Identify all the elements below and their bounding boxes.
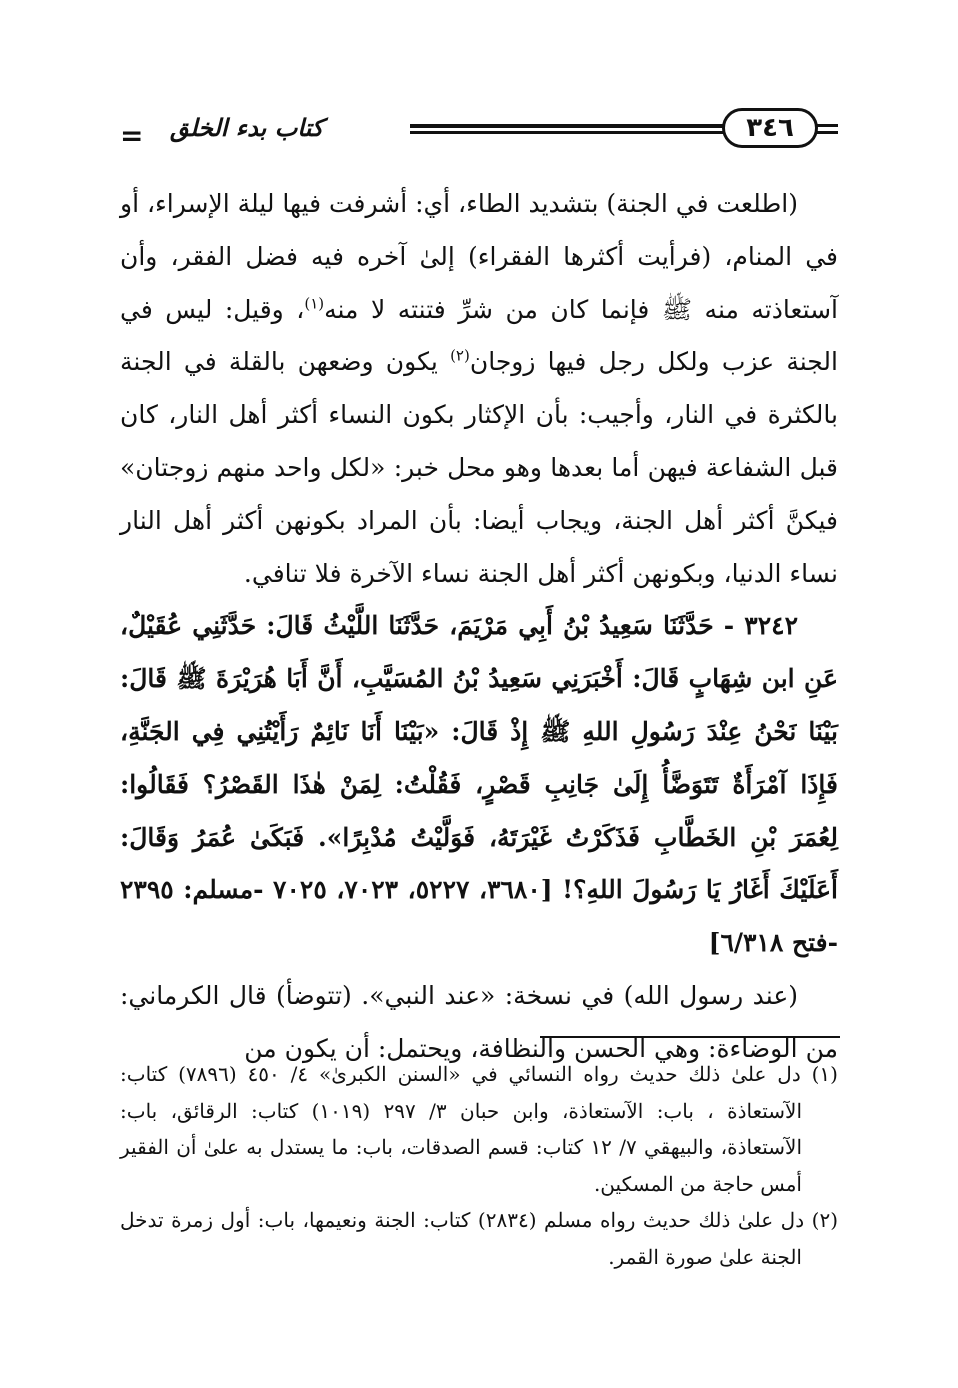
- footnote-ref-2: (٢): [450, 347, 470, 366]
- book-title: كتاب بدء الخلق: [170, 114, 324, 142]
- hadith-paragraph: ٣٢٤٢ - حَدَّثَنَا سَعِيدُ بْنُ أَبِي مَرْيَمَ، حَدَّثَنَا اللَّيْثُ قَالَ: حَدَّثَنِي عُقَيْلٌ، عَنِ ابن شِهَابٍ قَالَ: أَخْبَرَنِي سَعِيدُ بْنُ المُسَيَّبِ، أَنَّ أَبَا هُرَيْرَةَ ﷺ قَالَ: بَيْنَا نَحْنُ عِنْدَ رَسُولِ اللهِ ﷺ إِذْ قَالَ: «بَيْنَا أَنَا نَائِمٌ رَأَيْتُنِي فِي الجَنَّةِ، فَإِذَا آمْرَأَةٌ تَتَوَضَّأُ إِلَىٰ جَانِبِ قَصْرٍ، فَقُلْتُ: لِمَنْ هٰذَا القَصْرُ؟ فَقَالُوا: لِعُمَرَ بْنِ الخَطَّابِ فَذَكَرْتُ غَيْرَتَهُ، فَوَلَّيْتُ مُدْبِرًا». فَبَكَىٰ عُمَرُ وَقَالَ: أَعَلَيْكَ أَغَارُ يَا رَسُولَ اللهِ؟! [٣٦٨٠، ٥٢٢٧، ٧٠٢٣، ٧٠٢٥ -مسلم: ٢٣٩٥ -فتح ٦/٣١٨]: [120, 611, 838, 958]
- page-number: ٣٤٦: [722, 108, 818, 148]
- footnote-2: (٢) دل علىٰ ذلك حديث رواه مسلم (٢٨٣٤) كتاب: الجنة ونعيمها، باب: أول زمرة تدخل الجنة علىٰ صورة القمر.: [120, 1208, 839, 1269]
- commentary-text: (اطلعت في الجنة) بتشديد الطاء، أي: أشرفت فيها ليلة الإسراء، أو في المنام، (فرأيت أكثرها الفقراء) إلىٰ آخره فيه فضل الفقر، وأن آستعاذته منه ﷺ فإنما كان من شرِّ فتنته لا منه: [120, 189, 839, 324]
- footnotes: [120, 1056, 838, 1275]
- commentary-paragraph-1: [120, 178, 838, 600]
- running-header: [110, 108, 830, 152]
- footnote-ref-1: (١): [304, 294, 325, 313]
- footnote-rule: [540, 1036, 840, 1038]
- main-text: [120, 178, 838, 1076]
- commentary-text: ، وقيل: ليس في الجنة عزب ولكل رجل فيها زوجان: [120, 294, 838, 377]
- footnote-1: (١) دل علىٰ ذلك حديث رواه النسائي في «السنن الكبرىٰ» ٤/ ٤٥٠ (٧٨٩٦) كتاب: الآستعاذة ، باب: الآستعاذة، وابن حبان ٣/ ٢٩٧ (١٠١٩) كتاب: الرقائق، باب: الآستعاذة، والبيهقي ٧/ ١٢ كتاب: قسم الصدقات، باب: ما يستدل به علىٰ أن الفقير أمس حاجة من المسكين.: [120, 1062, 838, 1196]
- header-rule: [410, 124, 730, 134]
- commentary-paragraph-2: (عند رسول الله) في نسخة: «عند النبي». (تتوضأ) قال الكرماني: من الوضاءة: وهي الحسن والنظافة، ويحتمل: أن يكون من: [120, 980, 838, 1063]
- header-separator: =: [120, 119, 144, 152]
- commentary-text: يكون وضعهن بالقلة في الجنة بالكثرة في النار، وأجيب: بأن الإكثار بكون النساء أكثر أهل النار، كان قبل الشفاعة فيهن أما بعدها وهو محل خبر: «لكل واحد منهم زوجتان» فيكنَّ أكثر أهل الجنة، ويجاب أيضا: بأن المراد بكونهن أكثر أهل النار نساء الدنيا، وبكونهن أكثر أهل الجنة نساء الآخرة فلا تنافي.: [120, 347, 838, 588]
